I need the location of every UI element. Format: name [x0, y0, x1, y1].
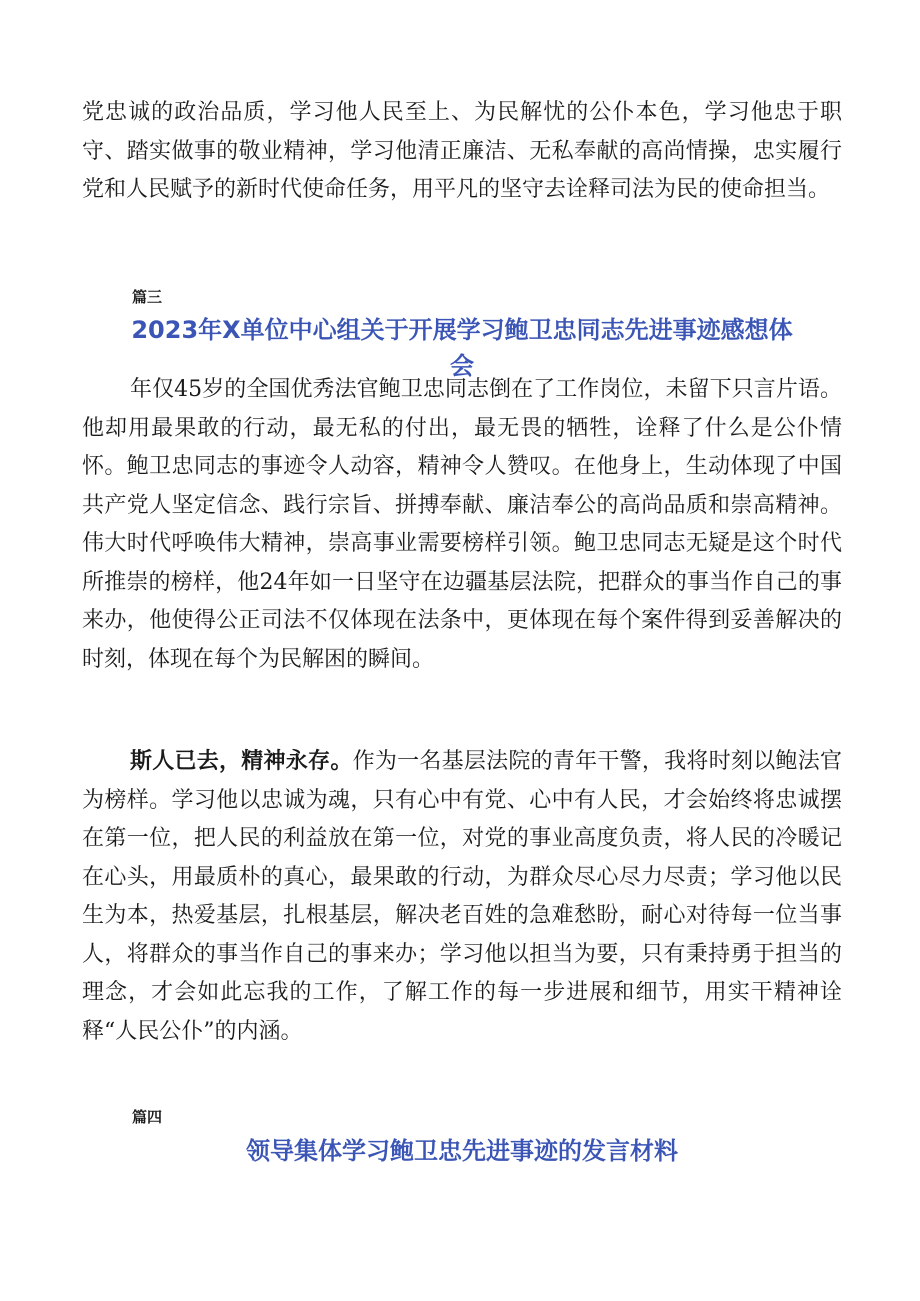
section-3-paragraph-1: 年仅45岁的全国优秀法官鲍卫忠同志倒在了工作岗位，未留下只言片语。他却用最果敢的行动，最无私的付出，最无畏的牺牲，诠释了什么是公仆情怀。鲍卫忠同志的事迹令人动容，精神令人赞叹。在他身上，生动体现了中国共产党人坚定信念、践行宗旨、拼搏奉献、廉洁奉公的高尚品质和崇高精神。伟大时代呼唤伟大精神，崇高事业需要榜样引领。鲍卫忠同志无疑是这个时代所推崇的榜样，他24年如一日坚守在边疆基层法院，把群众的事当作自己的事来办，他使得公正司法不仅体现在法条中，更体现在每个案件得到妥善解决的时刻，体现在每个为民解困的瞬间。: [82, 377, 842, 672]
section-3-label: 篇三: [132, 288, 163, 306]
section-3-title-line1: 2023年X单位中心组关于开展学习鲍卫忠同志先进事迹感想体: [131, 316, 793, 344]
section-4-title: 领导集体学习鲍卫忠先进事迹的发言材料: [246, 1137, 678, 1165]
previous-section-paragraph: 党忠诚的政治品质，学习他人民至上、为民解忧的公仆本色，学习他忠于职守、踏实做事的敬业精神，学习他清正廉洁、无私奉献的高尚情操，忠实履行党和人民赋予的新时代使命任务，用平凡的坚守去诠释司法为民的使命担当。: [82, 100, 842, 202]
section-3-paragraph-2-lead: 斯人已去，精神永存。: [130, 748, 353, 774]
section-3-title-line2: 会: [450, 352, 474, 380]
section-4-label: 篇四: [132, 1108, 163, 1126]
section-3-paragraph-2: [82, 742, 842, 1051]
section-3-paragraph-2-body: 作为一名基层法院的青年干警，我将时刻以鲍法官为榜样。学习他以忠诚为魂，只有心中有党、心中有人民，才会始终将忠诚摆在第一位，把人民的利益放在第一位，对党的事业高度负责，将人民的冷暖记在心头，用最质朴的真心，最果敢的行动，为群众尽心尽力尽责；学习他以民生为本，热爱基层，扎根基层，解决老百姓的急难愁盼，耐心对待每一位当事人，将群众的事当作自己的事来办；学习他以担当为要，只有秉持勇于担当的理念，才会如此忘我的工作，了解工作的每一步进展和细节，用实干精神诠释“人民公仆”的内涵。: [82, 749, 842, 1044]
